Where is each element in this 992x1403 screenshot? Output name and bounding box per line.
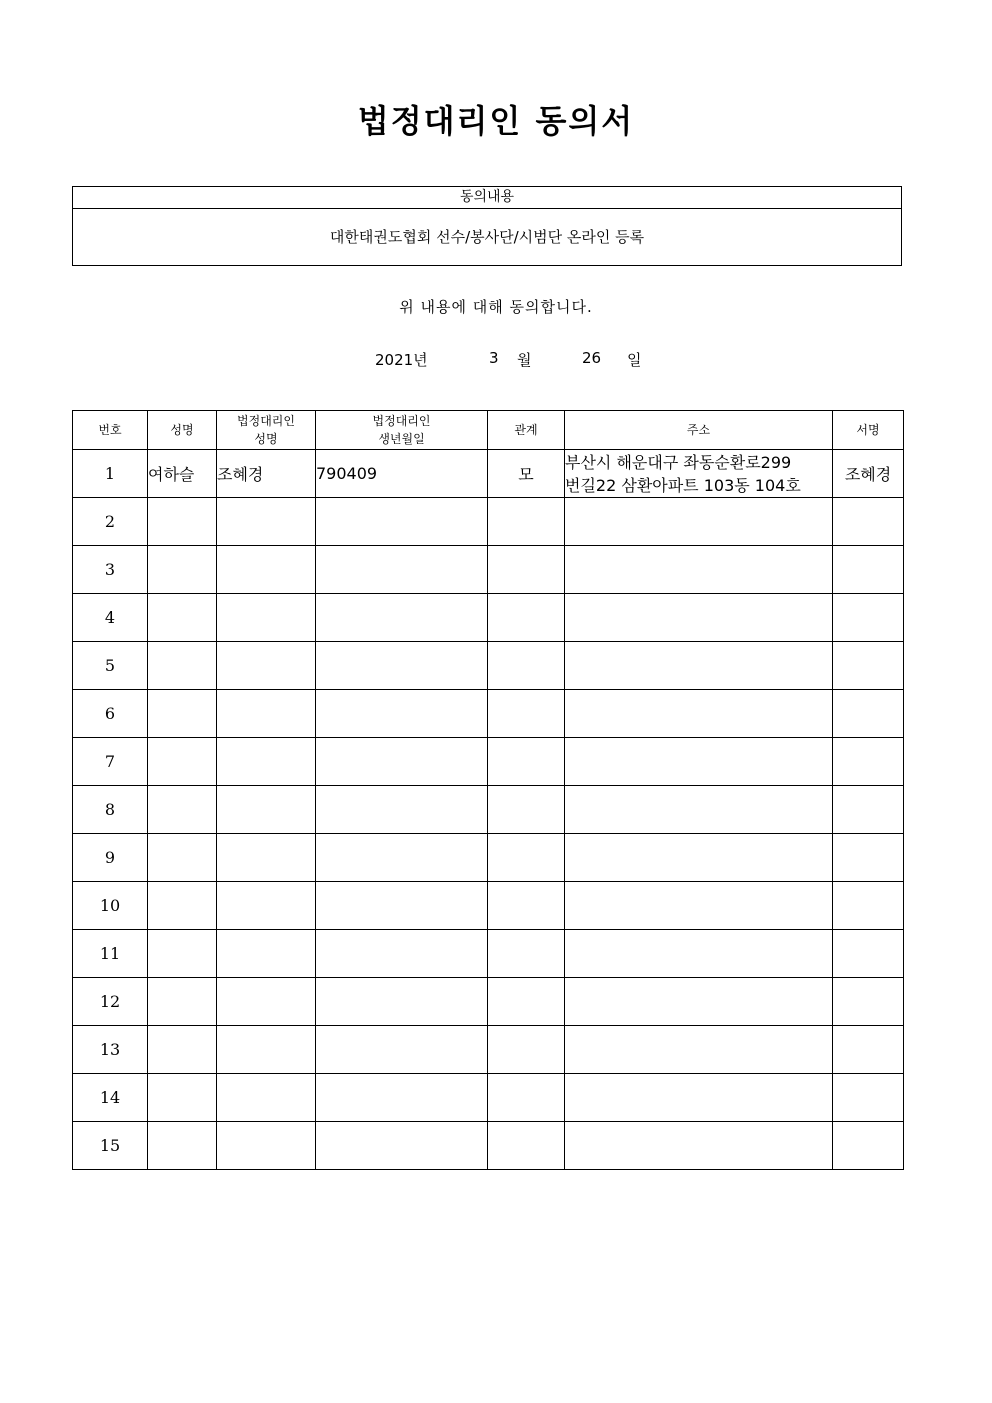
header-guardian-name [217, 411, 316, 450]
cell-guardian-birth[interactable] [316, 1074, 488, 1122]
cell-guardian-birth[interactable] [316, 978, 488, 1026]
header-address: 주소 [565, 411, 833, 450]
cell-no: 7 [73, 738, 148, 786]
cell-guardian-birth[interactable] [316, 498, 488, 546]
cell-no: 6 [73, 690, 148, 738]
cell-guardian-name[interactable] [217, 546, 316, 594]
date-month: 3 [489, 349, 499, 367]
cell-guardian-name[interactable] [217, 978, 316, 1026]
table-row [73, 834, 904, 882]
cell-relation[interactable] [488, 690, 565, 738]
cell-address[interactable] [565, 546, 833, 594]
cell-address[interactable] [565, 498, 833, 546]
cell-relation[interactable] [488, 738, 565, 786]
table-row [73, 1074, 904, 1122]
cell-guardian-name[interactable] [217, 834, 316, 882]
cell-guardian-name[interactable] [217, 1074, 316, 1122]
cell-guardian-birth[interactable] [316, 834, 488, 882]
cell-signature[interactable] [833, 930, 904, 978]
address-line2: 번길22 삼환아파트 103동 104호 [565, 475, 801, 495]
cell-no: 13 [73, 1026, 148, 1074]
cell-name[interactable] [148, 498, 217, 546]
cell-no: 3 [73, 546, 148, 594]
address-line1: 부산시 해운대구 좌동순환로299 [565, 452, 792, 472]
header-guardian-birth-line1: 법정대리인 [372, 414, 431, 428]
cell-no: 10 [73, 882, 148, 930]
table-row [73, 930, 904, 978]
cell-relation[interactable] [488, 834, 565, 882]
header-guardian-birth-line2: 생년월일 [378, 432, 425, 446]
cell-name[interactable] [148, 834, 217, 882]
cell-guardian-name[interactable] [217, 786, 316, 834]
cell-guardian-birth[interactable] [316, 642, 488, 690]
cell-relation[interactable] [488, 498, 565, 546]
cell-address[interactable] [565, 594, 833, 642]
cell-guardian-birth[interactable] [316, 1026, 488, 1074]
cell-no: 9 [73, 834, 148, 882]
cell-guardian-birth[interactable] [316, 786, 488, 834]
cell-signature[interactable] [833, 1074, 904, 1122]
cell-address[interactable] [565, 690, 833, 738]
cell-signature[interactable] [833, 1026, 904, 1074]
cell-no: 1 [73, 450, 148, 498]
cell-name[interactable] [148, 786, 217, 834]
cell-relation[interactable] [488, 546, 565, 594]
cell-guardian-name[interactable] [217, 1122, 316, 1170]
cell-guardian-birth[interactable] [316, 690, 488, 738]
cell-guardian-name[interactable] [217, 498, 316, 546]
cell-relation[interactable] [488, 594, 565, 642]
consent-box [72, 186, 902, 266]
cell-relation[interactable]: 모 [488, 450, 565, 498]
cell-name[interactable] [148, 882, 217, 930]
cell-relation[interactable] [488, 1026, 565, 1074]
cell-name[interactable] [148, 690, 217, 738]
cell-address[interactable] [565, 642, 833, 690]
cell-name[interactable] [148, 930, 217, 978]
table-row [73, 690, 904, 738]
document-title: 법정대리인 동의서 [357, 102, 635, 140]
cell-guardian-name[interactable] [217, 642, 316, 690]
cell-no: 14 [73, 1074, 148, 1122]
cell-name[interactable] [148, 1122, 217, 1170]
cell-guardian-name[interactable] [217, 738, 316, 786]
cell-signature[interactable] [833, 594, 904, 642]
date-month-label: 월 [517, 351, 532, 369]
cell-signature[interactable] [833, 690, 904, 738]
cell-address[interactable] [565, 834, 833, 882]
date-year: 2021년 [375, 351, 428, 369]
table-row [73, 450, 904, 498]
cell-signature[interactable] [833, 882, 904, 930]
cell-relation[interactable] [488, 1122, 565, 1170]
cell-name[interactable] [148, 738, 217, 786]
cell-no: 15 [73, 1122, 148, 1170]
date-day: 26 [582, 349, 602, 367]
cell-no: 11 [73, 930, 148, 978]
cell-no: 8 [73, 786, 148, 834]
cell-no: 4 [73, 594, 148, 642]
date-day-label: 일 [627, 351, 642, 369]
cell-name[interactable] [148, 1074, 217, 1122]
cell-guardian-birth[interactable] [316, 1122, 488, 1170]
table-row [73, 1026, 904, 1074]
cell-address[interactable] [565, 978, 833, 1026]
cell-relation[interactable] [488, 978, 565, 1026]
cell-guardian-birth[interactable]: 790409 [316, 450, 488, 498]
cell-relation[interactable] [488, 930, 565, 978]
cell-guardian-birth[interactable] [316, 594, 488, 642]
cell-address[interactable] [565, 930, 833, 978]
cell-signature[interactable] [833, 498, 904, 546]
consent-text: 대한태권도협회 선수/봉사단/시범단 온라인 등록 [329, 228, 645, 246]
cell-guardian-birth[interactable] [316, 738, 488, 786]
header-guardian-birth [316, 411, 488, 450]
cell-guardian-birth[interactable] [316, 546, 488, 594]
table-row [73, 978, 904, 1026]
cell-signature[interactable] [833, 834, 904, 882]
cell-guardian-birth[interactable] [316, 882, 488, 930]
cell-address[interactable] [565, 1122, 833, 1170]
cell-guardian-name[interactable] [217, 1026, 316, 1074]
cell-guardian-birth[interactable] [316, 930, 488, 978]
cell-no: 5 [73, 642, 148, 690]
cell-address[interactable] [565, 1026, 833, 1074]
cell-name[interactable] [148, 1026, 217, 1074]
cell-name[interactable] [148, 546, 217, 594]
cell-name[interactable] [148, 978, 217, 1026]
cell-relation[interactable] [488, 1074, 565, 1122]
cell-signature[interactable] [833, 642, 904, 690]
cell-relation[interactable] [488, 786, 565, 834]
cell-address[interactable] [565, 1074, 833, 1122]
table-row [73, 1122, 904, 1170]
table-row [73, 882, 904, 930]
header-name: 성명 [148, 411, 217, 450]
cell-no: 12 [73, 978, 148, 1026]
cell-signature[interactable] [833, 978, 904, 1026]
agree-text: 위 내용에 대해 동의합니다. [399, 298, 593, 316]
cell-address[interactable] [565, 786, 833, 834]
cell-name[interactable] [148, 642, 217, 690]
table-row [73, 786, 904, 834]
date-line [0, 349, 992, 371]
cell-address[interactable] [565, 738, 833, 786]
cell-guardian-name[interactable] [217, 930, 316, 978]
header-guardian-name-line1: 법정대리인 [237, 414, 295, 428]
table-row [73, 642, 904, 690]
table-row [73, 738, 904, 786]
cell-address[interactable] [565, 882, 833, 930]
header-relation: 관계 [488, 411, 565, 450]
cell-name[interactable] [148, 594, 217, 642]
cell-guardian-name[interactable] [217, 690, 316, 738]
cell-name[interactable]: 여하슬 [148, 450, 217, 498]
cell-signature[interactable] [833, 1122, 904, 1170]
header-guardian-name-line2: 성명 [254, 432, 278, 446]
consent-roster-table [72, 410, 904, 1170]
cell-guardian-name[interactable]: 조혜경 [217, 450, 316, 498]
cell-relation[interactable] [488, 642, 565, 690]
table-row [73, 498, 904, 546]
cell-signature[interactable] [833, 546, 904, 594]
cell-signature[interactable] [833, 738, 904, 786]
cell-no: 2 [73, 498, 148, 546]
table-row [73, 546, 904, 594]
table-row [73, 594, 904, 642]
cell-address[interactable] [565, 450, 833, 498]
header-no: 번호 [73, 411, 148, 450]
cell-signature[interactable] [833, 786, 904, 834]
cell-signature[interactable]: 조혜경 [833, 450, 904, 498]
consent-header: 동의내용 [73, 187, 901, 209]
cell-relation[interactable] [488, 882, 565, 930]
cell-guardian-name[interactable] [217, 882, 316, 930]
header-signature: 서명 [833, 411, 904, 450]
cell-guardian-name[interactable] [217, 594, 316, 642]
table-header-row [73, 411, 904, 450]
